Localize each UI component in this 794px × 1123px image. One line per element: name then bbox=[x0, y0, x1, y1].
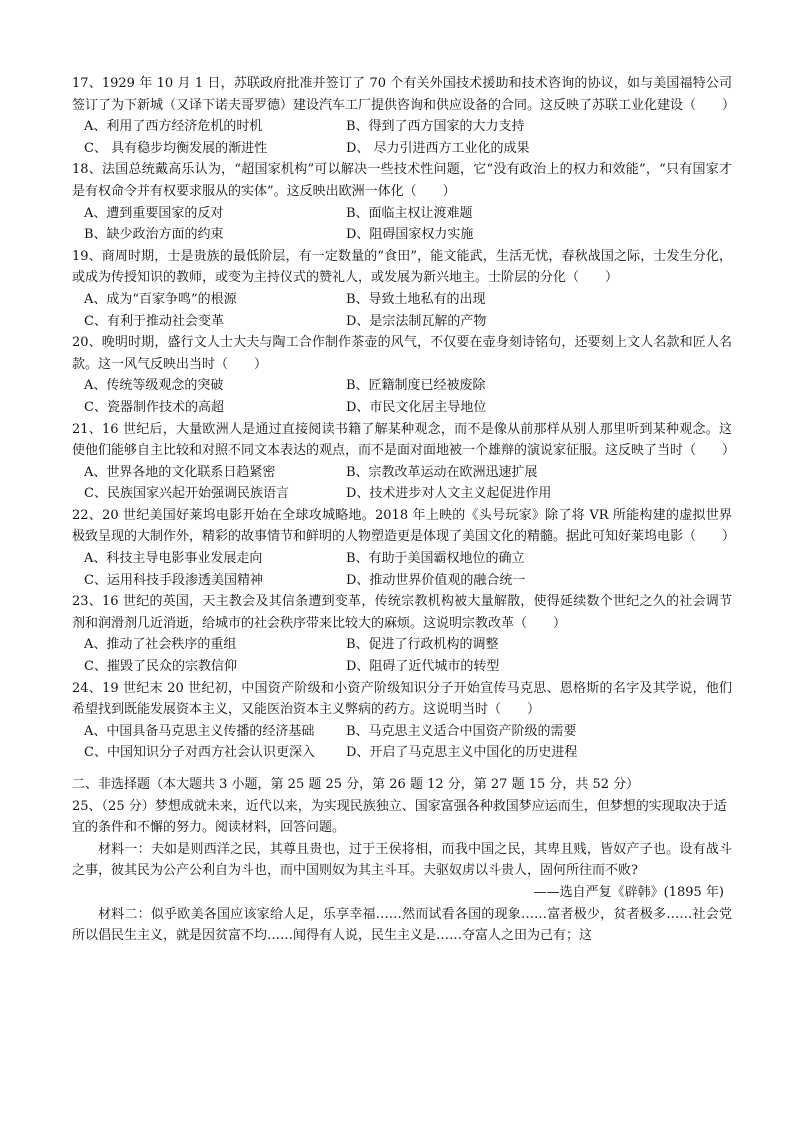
option-c[interactable]: C、 具有稳步均衡发展的渐进性 bbox=[84, 140, 268, 156]
option-a[interactable]: A、成为“百家争鸣”的根源 bbox=[84, 291, 237, 307]
option-list bbox=[72, 375, 732, 418]
option-list bbox=[72, 634, 732, 677]
option-b[interactable]: B、促进了行政机构的调整 bbox=[346, 637, 499, 653]
option-c[interactable]: C、瓷器制作技术的高超 bbox=[84, 399, 224, 415]
option-c[interactable]: C、有利于推动社会变革 bbox=[84, 313, 224, 329]
option-list bbox=[72, 548, 732, 591]
option-a[interactable]: A、传统等级观念的突破 bbox=[84, 378, 224, 394]
option-list bbox=[72, 721, 732, 764]
question-19 bbox=[72, 246, 732, 332]
option-a[interactable]: A、科技主导电影事业发展走向 bbox=[84, 551, 263, 567]
material-2: 材料二：似乎欧美各国应该家给人足，乐享幸福……然而试看各国的现象……富者极少，贫者极多……社会党所以倡民生主义，就是因贫富不均……闻得有人说，民生主义是……夺富人之田为己有；这 bbox=[72, 906, 732, 944]
option-b[interactable]: B、宗教改革运动在欧洲迅速扩展 bbox=[346, 464, 538, 480]
question-20 bbox=[72, 332, 732, 418]
option-c[interactable]: C、摧毁了民众的宗教信仰 bbox=[84, 659, 237, 675]
question-25-stem: 25、（25 分）梦想成就未来，近代以来，为实现民族独立、国家富强各种救国梦应运而生，但梦想的实现取决于适宜的条件和不懈的努力。阅读材料，回答问题。 bbox=[72, 798, 727, 836]
question-stem: 23、16 世纪的英国，天主教会及其信条遭到变革，传统宗教机构被大量解散，使得延续数个世纪之久的社会调节剂和润滑剂几近消逝，给城市的社会秩序带来比较大的麻烦。这说明宗教改革（ ） bbox=[72, 594, 732, 631]
option-list bbox=[72, 289, 732, 332]
question-21 bbox=[72, 419, 736, 505]
option-d[interactable]: D、技术进步对人文主义起促进作用 bbox=[346, 486, 552, 502]
material-1: 材料一：夫如是则西洋之民，其尊且贵也，过于王侯将相，而我中国之民，其卑且贱，皆奴产子也。设有战斗之事，彼其民为公产公利自为斗也，而中国则奴为其主斗耳。夫驱奴虏以斗贵人，固何所往而不败? bbox=[72, 841, 732, 879]
option-d[interactable]: D、阻碍国家权力实施 bbox=[346, 227, 474, 243]
option-d[interactable]: D、 尽力引进西方工业化的成果 bbox=[346, 140, 530, 156]
exam-page bbox=[72, 73, 736, 947]
option-a[interactable]: A、世界各地的文化联系日趋紧密 bbox=[84, 464, 276, 480]
option-c[interactable]: B、缺少政治方面的约束 bbox=[84, 227, 224, 243]
option-d[interactable]: D、是宗法制瓦解的产物 bbox=[346, 313, 487, 329]
question-stem: 21、16 世纪后，大量欧洲人是通过直接阅读书籍了解某种观念，而不是像从前那样从别人那里听到某种观念。这使他们能够自主比较和对照不同文本表达的观点，而不是面对面地被一个雄辩的演说家征服。这反映了当时（ ） bbox=[72, 421, 736, 459]
option-a[interactable]: A、利用了西方经济危机的时机 bbox=[84, 119, 263, 135]
material-1-source: ——选自严复《辟韩》(1895 年) bbox=[533, 884, 724, 900]
option-b[interactable]: B、马克思主义适合中国资产阶级的需要 bbox=[346, 723, 577, 739]
option-list bbox=[72, 116, 732, 159]
option-b[interactable]: B、导致土地私有的出现 bbox=[346, 291, 486, 307]
question-stem: 18、法国总统戴高乐认为，“超国家机构”可以解决一些技术性问题，它“没有政治上的权力和效能”，“只有国家才是有权命令并有权要求服从的实体”。这反映出欧洲一体化（ ） bbox=[72, 162, 732, 199]
question-stem: 19、商周时期，士是贵族的最低阶层，有一定数量的“食田”，能文能武，生活无忧，春秋战国之际，士发生分化，或成为传授知识的教师，或变为主持仪式的赞礼人，或发展为新兴地主。士阶层的分化（ ） bbox=[72, 248, 732, 286]
section-gap bbox=[72, 764, 732, 774]
option-d[interactable]: D、推动世界价值观的融合统一 bbox=[346, 572, 526, 588]
option-d[interactable]: D、阻碍了近代城市的转型 bbox=[346, 659, 500, 675]
section-heading: 二、非选择题（本大题共 3 小题，第 25 题 25 分，第 26 题 12 分，第 27 题 15 分，共 52 分） bbox=[72, 777, 640, 792]
question-stem: 20、晚明时期，盛行文人士大夫与陶工合作制作茶壶的风气，不仅要在壶身刻诗铭句，还要刻上文人名款和匠人名款。这一风气反映出当时（ ） bbox=[72, 335, 732, 372]
option-list bbox=[72, 203, 732, 246]
option-c[interactable]: C、运用科技手段渗透美国精神 bbox=[84, 572, 263, 588]
option-d[interactable]: D、市民文化居主导地位 bbox=[346, 399, 487, 415]
question-stem: 22、20 世纪美国好莱坞电影开始在全球攻城略地。2018 年上映的《头号玩家》除了将 VR 所能构建的虚拟世界极致呈现的大制作外，精彩的故事情节和鲜明的人物塑造更是体现了美国文化的精髓。据此可知好莱坞电影（ ） bbox=[72, 507, 736, 545]
question-24 bbox=[72, 678, 732, 764]
question-stem: 17、1929 年 10 月 1 日，苏联政府批准并签订了 70 个有关外国技术援助和技术咨询的协议，如与美国福特公司签订了为下新城（又译下诺夫哥罗德）建设汽车工厂提供咨询和供应设备的合同。这反映了苏联工业化建设（ ） bbox=[72, 76, 736, 113]
question-22 bbox=[72, 505, 736, 591]
option-a[interactable]: A、遭到重要国家的反对 bbox=[84, 205, 224, 221]
option-b[interactable]: B、面临主权让渡难题 bbox=[346, 205, 473, 221]
question-17 bbox=[72, 73, 736, 159]
option-a[interactable]: A、推动了社会秩序的重组 bbox=[84, 637, 237, 653]
option-b[interactable]: B、得到了西方国家的大力支持 bbox=[346, 119, 525, 135]
question-stem: 24、19 世纪末 20 世纪初，中国资产阶级和小资产阶级知识分子开始宣传马克思、恩格斯的名字及其学说，他们希望找到既能发展资本主义，又能医治资本主义弊病的药方。这说明当时（ ） bbox=[72, 680, 732, 718]
option-list bbox=[72, 462, 732, 505]
option-a[interactable]: A、中国具备马克思主义传播的经济基础 bbox=[84, 723, 315, 739]
option-c[interactable]: C、民族国家兴起开始强调民族语言 bbox=[84, 486, 289, 502]
question-23 bbox=[72, 591, 732, 677]
option-b[interactable]: B、匠籍制度已经被废除 bbox=[346, 378, 486, 394]
option-d[interactable]: D、开启了马克思主义中国化的历史进程 bbox=[346, 745, 578, 761]
option-c[interactable]: C、中国知识分子对西方社会认识更深入 bbox=[84, 745, 315, 761]
question-18 bbox=[72, 159, 732, 245]
option-b[interactable]: B、有助于美国霸权地位的确立 bbox=[346, 551, 525, 567]
